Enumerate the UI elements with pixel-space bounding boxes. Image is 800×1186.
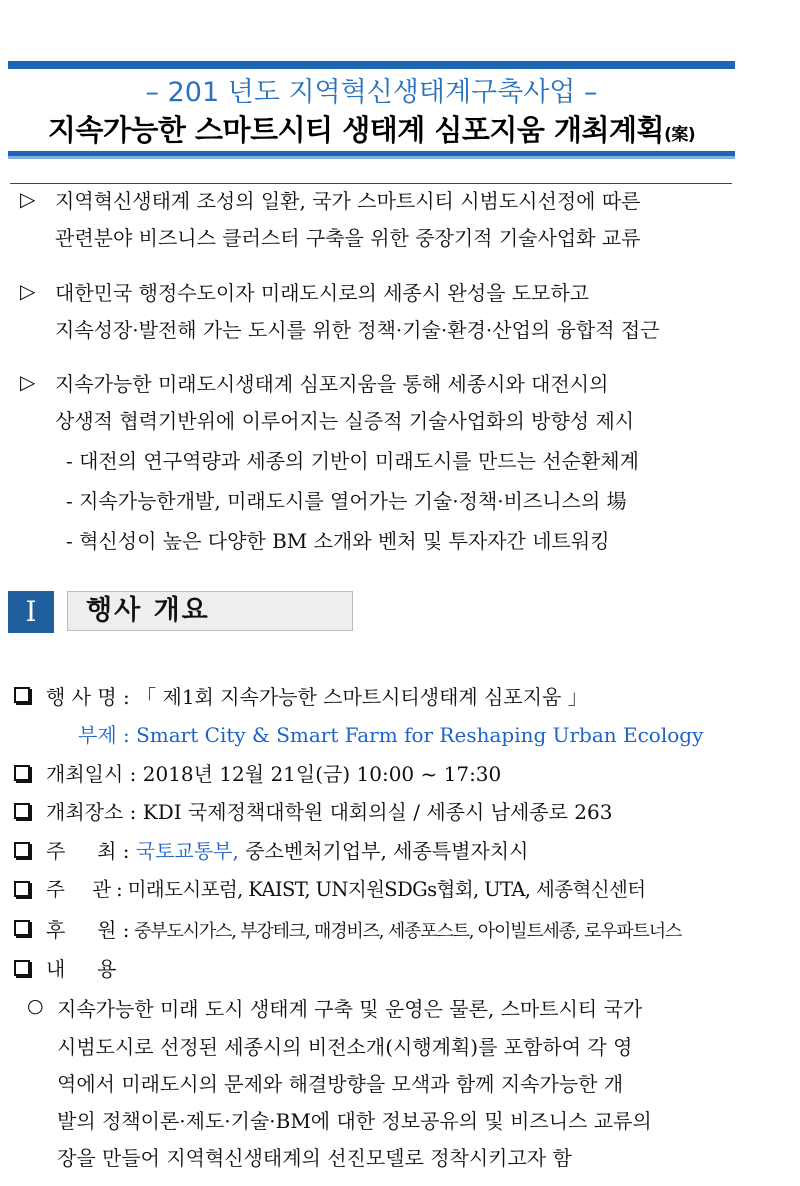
event-date-label: 개최일시 : xyxy=(46,762,137,786)
checkbox-bullet-icon xyxy=(14,920,30,936)
intro-sub-item-3: - 혁신성이 높은 다양한 BM 소개와 벤처 및 투자자간 네트워킹 xyxy=(66,529,610,553)
intro-sub-item-1: - 대전의 연구역량과 세종의 기반이 미래도시를 만드는 선순환체계 xyxy=(66,449,639,473)
event-venue-value: KDI 국제정책대학원 대회의실 / 세종시 남세종로 263 xyxy=(142,800,613,824)
event-organizer-row xyxy=(46,874,645,902)
event-host-primary: 국토교통부, xyxy=(135,839,239,863)
header-top-bar xyxy=(8,61,735,69)
intro-paragraph-3-line-1: 지속가능한 미래도시생태계 심포지움을 통해 세종시와 대전시의 xyxy=(55,372,609,396)
header-bottom-bar-light xyxy=(8,156,735,159)
checkbox-bullet-icon xyxy=(14,687,30,703)
checkbox-bullet-icon xyxy=(14,765,30,781)
divider-line xyxy=(10,183,732,184)
document-subtitle: – 201 년도 지역혁신생태계구축사업 – xyxy=(145,77,598,108)
event-host-label: 주 최 : xyxy=(46,839,130,863)
event-subtitle-label: 부제 xyxy=(78,723,117,747)
event-venue-row xyxy=(46,796,612,825)
intro-sub-item-2: - 지속가능한개발, 미래도시를 열어가는 기술·정책·비즈니스의 場 xyxy=(66,489,627,513)
section-number: I xyxy=(8,591,54,633)
intro-paragraph-1-line-1: 지역혁신생태계 조성의 일환, 국가 스마트시티 시범도시선정에 따른 xyxy=(55,189,641,213)
checkbox-bullet-icon xyxy=(14,842,30,858)
document-title xyxy=(0,108,743,149)
content-line-4: 발의 정책이론·제도·기술·BM에 대한 정보공유의 및 비즈니스 교류의 xyxy=(57,1109,652,1133)
event-organizer-value: 미래도시포럼, KAIST, UN지원SDGs협회, UTA, 세종혁신센터 xyxy=(127,878,646,901)
event-subtitle-value: : Smart City & Smart Farm for Reshaping Urban Ecology xyxy=(123,723,704,747)
event-name-value: 「 제1회 지속가능한 스마트시티생태계 심포지움 」 xyxy=(136,685,588,709)
event-content-label: 내 용 xyxy=(46,957,117,981)
triangle-bullet-icon: ▷ xyxy=(20,370,36,394)
content-line-1: 지속가능한 미래 도시 생태계 구축 및 운영은 물론, 스마트시티 국가 xyxy=(57,997,643,1021)
circle-bullet-icon: ○ xyxy=(27,995,44,1017)
triangle-bullet-icon: ▷ xyxy=(20,279,36,303)
content-line-3: 역에서 미래도시의 문제와 해결방향을 모색과 함께 지속가능한 개 xyxy=(57,1072,624,1096)
intro-paragraph-2-line-1: 대한민국 행정수도이자 미래도시로의 세종시 완성을 도모하고 xyxy=(55,281,590,305)
event-sponsor-label: 후 원 : xyxy=(46,918,130,942)
event-subtitle-row xyxy=(78,719,703,748)
event-date-row xyxy=(46,758,501,787)
triangle-bullet-icon: ▷ xyxy=(20,187,36,211)
content-line-5: 장을 만들어 지역혁신생태계의 선진모델로 정착시키고자 함 xyxy=(57,1146,572,1170)
event-host-row xyxy=(46,835,528,864)
document-title-suffix: (案) xyxy=(664,125,696,145)
intro-paragraph-2-line-2: 지속성장·발전해 가는 도시를 위한 정책·기술·환경·산업의 융합적 접근 xyxy=(55,318,660,342)
event-organizer-label: 주 관 : xyxy=(46,878,123,901)
event-sponsor-row xyxy=(46,914,681,943)
checkbox-bullet-icon xyxy=(14,803,30,819)
event-name-row xyxy=(46,681,588,710)
event-sponsor-value: 중부도시가스, 부강테크, 매경비즈, 세종포스트, 아이빌트세종, 로우파트너스 xyxy=(134,921,682,942)
intro-paragraph-1-line-2: 관련분야 비즈니스 클러스터 구축을 위한 중장기적 기술사업화 교류 xyxy=(55,226,641,250)
event-host-others: 중소벤처기업부, 세종특별자치시 xyxy=(245,839,529,863)
section-title: 행사 개요 xyxy=(67,591,353,631)
checkbox-bullet-icon xyxy=(14,881,30,897)
content-line-2: 시범도시로 선정된 세종시의 비전소개(시행계획)를 포함하여 각 영 xyxy=(57,1035,633,1059)
event-venue-label: 개최장소 : xyxy=(46,800,137,824)
intro-paragraph-3-line-2: 상생적 협력기반위에 이루어지는 실증적 기술사업화의 방향성 제시 xyxy=(55,409,635,433)
checkbox-bullet-icon xyxy=(14,960,30,976)
event-name-label: 행 사 명 : xyxy=(46,685,130,709)
event-date-value: 2018년 12월 21일(금) 10:00 ~ 17:30 xyxy=(142,762,502,786)
document-title-text: 지속가능한 스마트시티 생태계 심포지움 개최계획 xyxy=(47,113,665,147)
